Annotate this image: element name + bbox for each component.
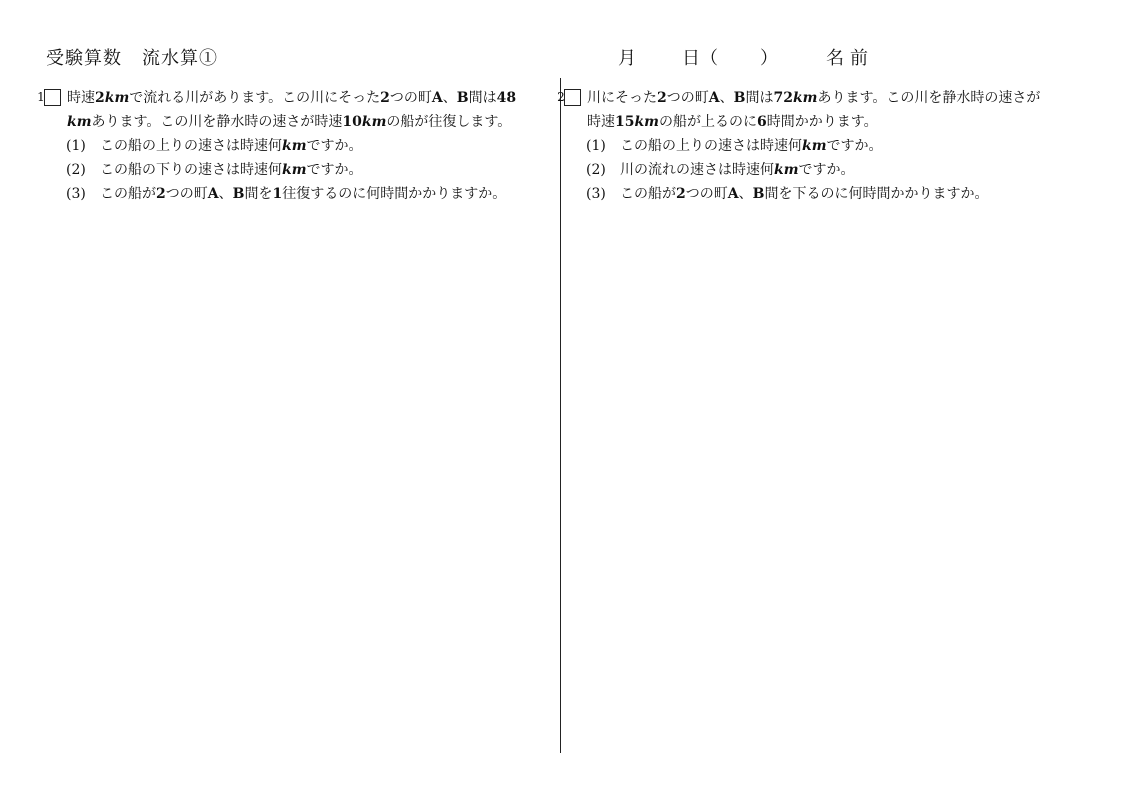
worksheet-title: [46, 44, 218, 70]
question-1-1: (1) この船の上りの速さは時速何kmですか。: [66, 138, 363, 154]
problem-2-stem-line-2: 時速15kmの船が上るのに6時間かかります。: [587, 114, 878, 130]
problem-2-stem-line-1: 2 川にそった2つの町A、B間は72kmあります。この川を静水時の速さが: [557, 90, 1041, 106]
day-close-paren: ）: [760, 48, 778, 69]
name-label: 名前: [826, 48, 874, 69]
problem-1-stem-line-2: kmあります。この川を静水時の速さが時速10kmの船が往復します。: [67, 114, 512, 130]
problem-number-box: 2: [564, 89, 581, 106]
problem-1-stem: [37, 86, 552, 134]
question-1-2: (2) この船の下りの速さは時速何kmですか。: [66, 162, 363, 178]
question-2-2: (2) 川の流れの速さは時速何kmですか。: [586, 162, 855, 178]
month-label: 月: [618, 48, 636, 69]
subtitle-text: 流水算①: [142, 48, 218, 69]
problem-1: [37, 86, 552, 206]
day-label: 日（: [682, 48, 718, 69]
problem-1-stem-line-1: 1 時速2kmで流れる川があります。この川にそった2つの町A、B間は48: [37, 90, 517, 106]
question-2-3: (3) この船が2つの町A、B間を下るのに何時間かかりますか。: [586, 186, 989, 202]
question-1-3: (3) この船が2つの町A、B間を1往復するのに何時間かかりますか。: [66, 186, 507, 202]
question-2-1: (1) この船の上りの速さは時速何kmですか。: [586, 138, 883, 154]
column-divider: [560, 78, 561, 753]
problem-number-box: 1: [44, 89, 61, 106]
title-text: 受験算数: [46, 48, 122, 69]
problem-2: [557, 86, 1079, 206]
problem-2-stem: [557, 86, 1079, 134]
